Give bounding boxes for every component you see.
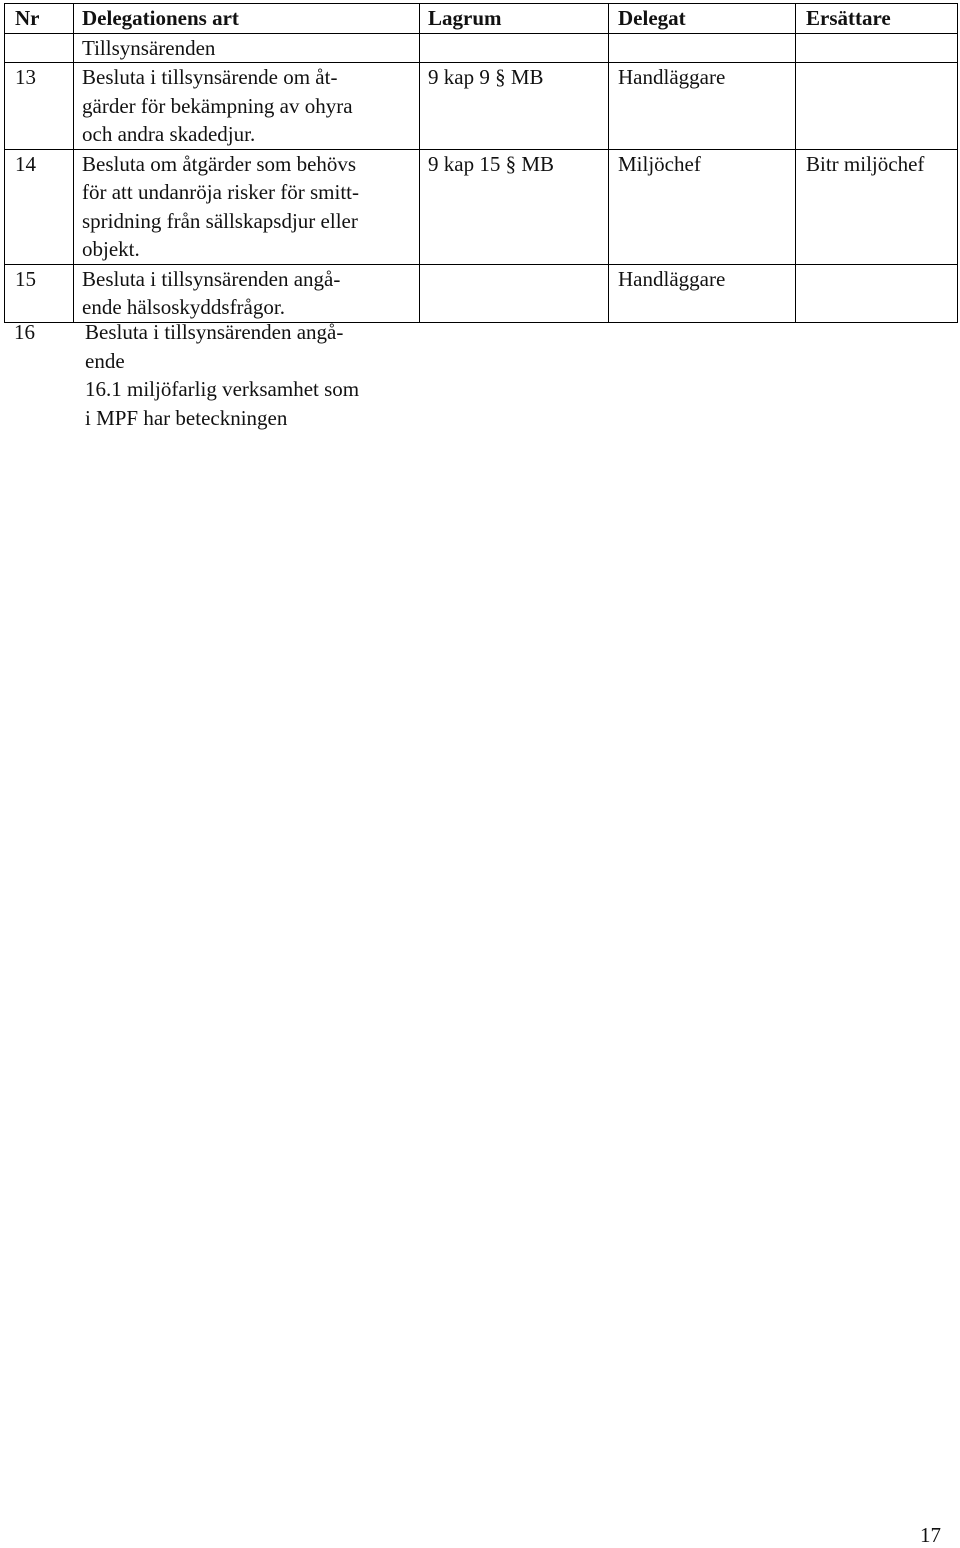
row-art: Besluta i tillsynsärende om åt- gärder för bekämpning av ohyra och andra skadedjur.	[74, 63, 420, 150]
row-ersattare	[796, 264, 958, 322]
table-row	[5, 149, 958, 264]
row-delegat: Miljöchef	[609, 149, 796, 264]
row-delegat: Handläggare	[609, 264, 796, 322]
header-delegat: Delegat	[609, 4, 796, 34]
row-art: Besluta om åtgärder som behövs för att undanröja risker för smitt- spridning från sällskapsdjur eller objekt.	[74, 149, 420, 264]
overflow-row-16	[4, 318, 424, 432]
list-item	[4, 318, 424, 432]
row-delegat: Handläggare	[609, 63, 796, 150]
row-art: Besluta i tillsynsärenden angå- ende 16.1 miljöfarlig verksamhet som i MPF har beteckningen	[85, 320, 360, 430]
row-ersattare: Bitr miljöchef	[796, 149, 958, 264]
delegation-table	[4, 3, 958, 323]
row-nr: 16	[14, 320, 35, 344]
header-lagrum: Lagrum	[420, 4, 609, 34]
table-header-row	[5, 4, 958, 34]
row-nr: 15	[5, 264, 74, 322]
row-lagrum	[420, 264, 609, 322]
row-art: Besluta i tillsynsärenden angå- ende hälsoskyddsfrågor.	[74, 264, 420, 322]
section-title: Tillsynsärenden	[74, 33, 420, 63]
header-nr: Nr	[5, 4, 74, 34]
row-ersattare	[796, 63, 958, 150]
row-nr: 14	[5, 149, 74, 264]
row-nr: 13	[5, 63, 74, 150]
section-row	[5, 33, 958, 63]
table-row	[5, 264, 958, 322]
header-delegationens-art: Delegationens art	[74, 4, 420, 34]
header-ersattare: Ersättare	[796, 4, 958, 34]
row-lagrum: 9 kap 15 § MB	[420, 149, 609, 264]
table-row	[5, 63, 958, 150]
page-number: 17	[920, 1523, 941, 1547]
row-lagrum: 9 kap 9 § MB	[420, 63, 609, 150]
